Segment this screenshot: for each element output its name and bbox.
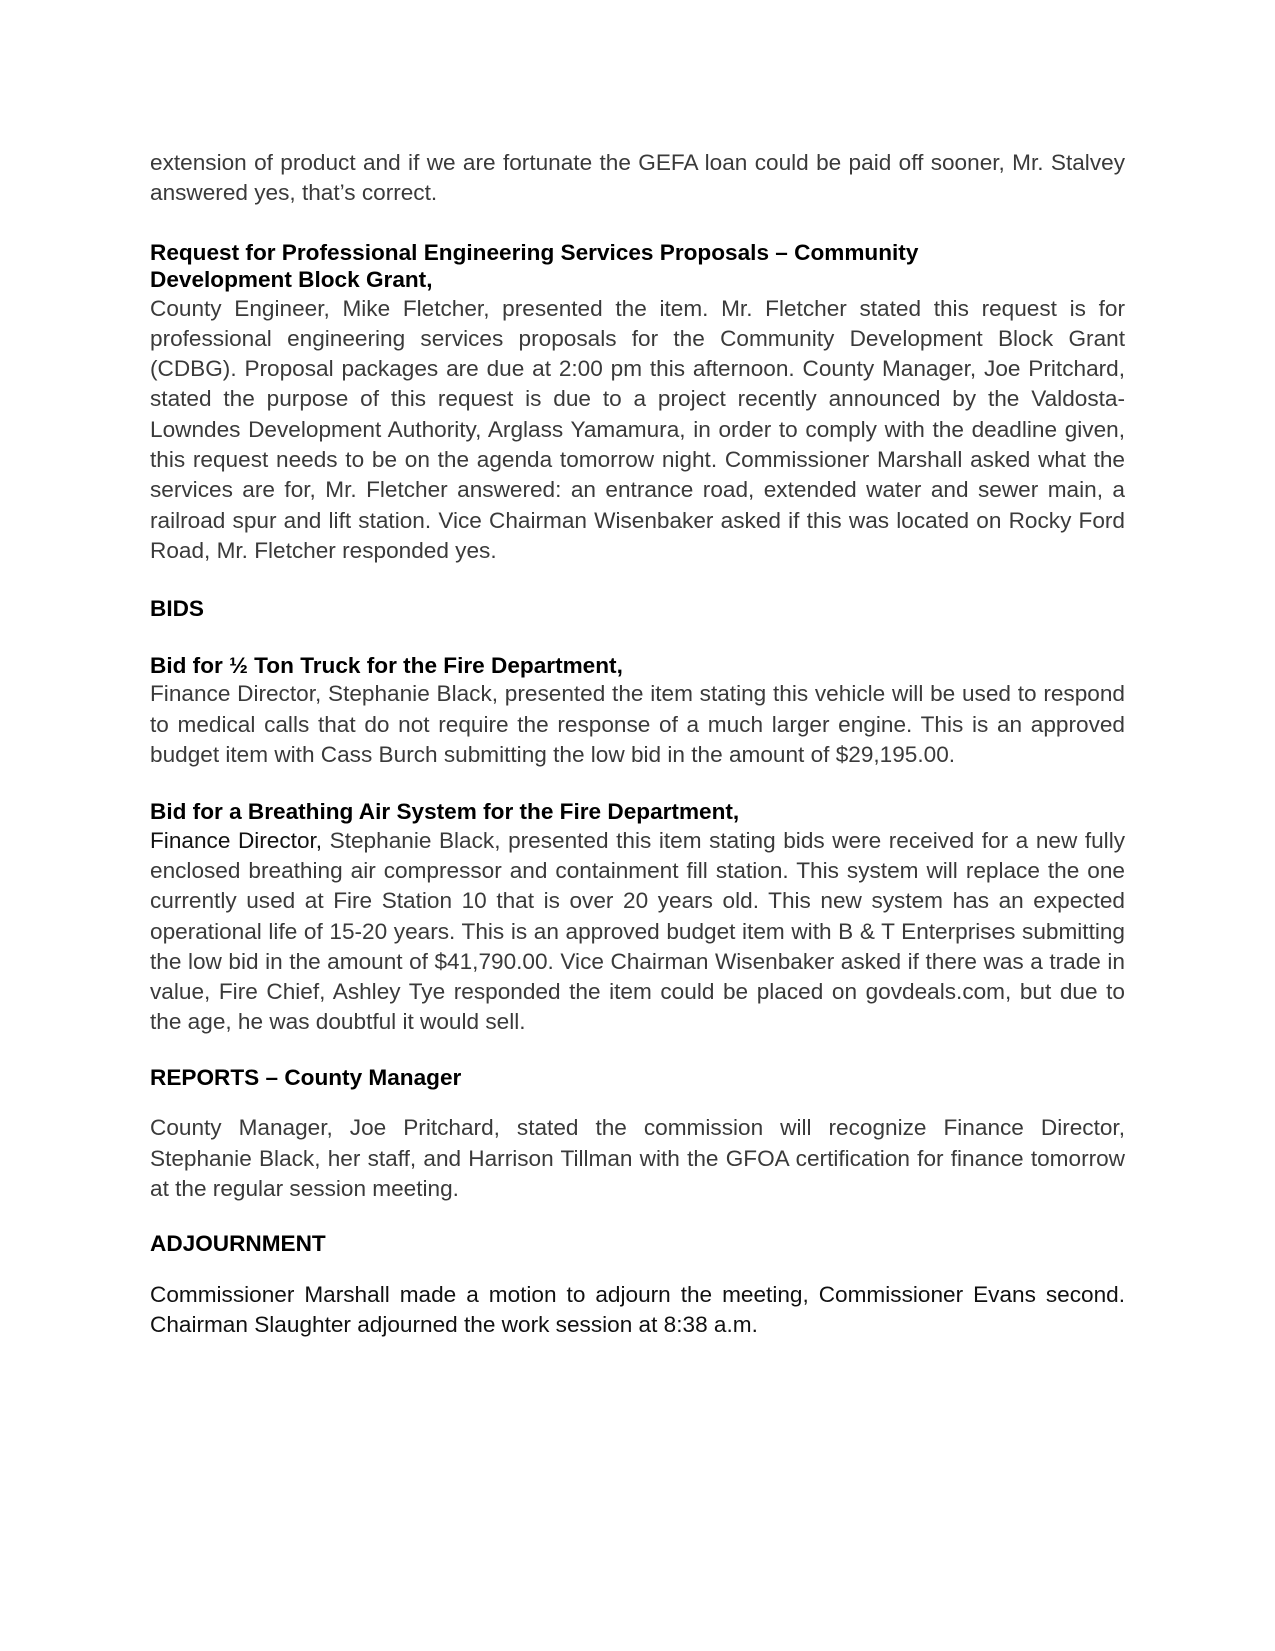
bids-heading: BIDS xyxy=(150,596,204,622)
reports-paragraph: County Manager, Joe Pritchard, stated the commission will recognize Finance Director, Stephanie Black, her staff, and Harrison Tillman with the GFOA certification for finance tomorrow at the regular session meeting. xyxy=(150,1115,1125,1201)
reports-heading: REPORTS – County Manager xyxy=(150,1064,462,1090)
spacer xyxy=(150,1091,1125,1113)
breathing-bid-paragraph xyxy=(150,826,1125,1038)
breathing-bid-heading: Bid for a Breathing Air System for the Fire Department, xyxy=(150,799,740,825)
adjournment-paragraph: Commissioner Marshall made a motion to adjourn the meeting, Commissioner Evans second. Chairman Slaughter adjourned the work session at 8:38 a.m. xyxy=(150,1281,1125,1337)
spacer xyxy=(150,623,1125,652)
breathing-bid-lead: Finance Director, xyxy=(150,827,323,853)
spacer xyxy=(150,1204,1125,1230)
breathing-bid-body: Stephanie Black, presented this item stating bids were received for a new fully enclosed breathing air compressor and containment fill station. This system will replace the one currently used at Fire Station 10 that is over 20 years old. This new system has an expected operational life of 15-20 years. This is an approved budget item with B & T Enterprises submitting the low bid in the amount of $41,790.00. Vice Chairman Wisenbaker asked if there was a trade in value, Fire Chief, Ashley Tye responded the item could be placed on govdeals.com, but due to the age, he was doubtful it would sell. xyxy=(150,827,1126,1035)
spacer xyxy=(150,566,1125,595)
engineering-paragraph: County Engineer, Mike Fletcher, presented the item. Mr. Fletcher stated this request is for professional engineering services proposals for the Community Development Block Grant (CDBG). Proposal packages are due at 2:00 pm this afternoon. County Manager, Joe Pritchard, stated the purpose of this request is due to a project recently announced by the Valdosta-Lowndes Development Authority, Arglass Yamamura, in order to comply with the deadline given, this request needs to be on the agenda tomorrow night. Commissioner Marshall asked what the services are for, Mr. Fletcher answered: an entrance road, extended water and sewer main, a railroad spur and lift station. Vice Chairman Wisenbaker asked if this was located on Rocky Ford Road, Mr. Fletcher responded yes. xyxy=(150,295,1125,563)
truck-bid-heading: Bid for ½ Ton Truck for the Fire Department, xyxy=(150,652,623,678)
spacer xyxy=(150,770,1125,798)
engineering-heading: Request for Professional Engineering Services Proposals – Community Development Block Grant, xyxy=(150,239,919,293)
intro-paragraph: extension of product and if we are fortunate the GEFA loan could be paid off sooner, Mr. Stalvey answered yes, that’s correct. xyxy=(150,150,1125,206)
truck-bid-paragraph: Finance Director, Stephanie Black, presented the item stating this vehicle will be used to respond to medical calls that do not require the response of a much larger engine. This is an approved budget item with Cass Burch submitting the low bid in the amount of $29,195.00. xyxy=(150,681,1125,767)
spacer xyxy=(150,209,1125,239)
spacer xyxy=(150,1038,1125,1064)
document-page xyxy=(150,148,1125,1340)
adjournment-heading: ADJOURNMENT xyxy=(150,1231,326,1257)
spacer xyxy=(150,1258,1125,1280)
